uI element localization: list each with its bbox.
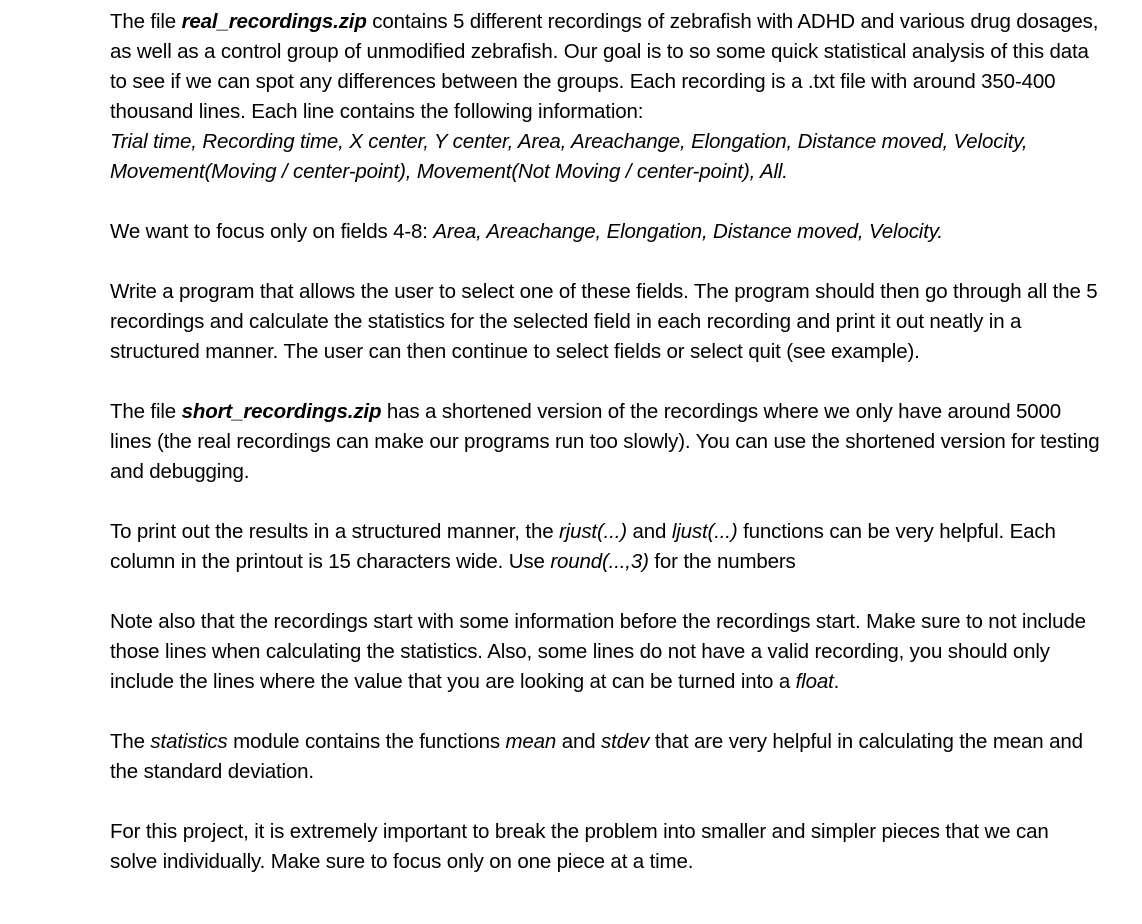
text-run: . [833, 670, 840, 693]
text-run: The [110, 730, 151, 753]
text-run: and [556, 730, 602, 753]
text-run: ljust(...) [671, 520, 738, 543]
text-run: Note also that the recordings start with some information before the recordings start. Make sure to not include those lines when calculating the statistics. Also, some lines do not have a valid recording, you should only include the lines where the value that you are looking at can be turned into a [110, 610, 1086, 693]
text-run: statistics [150, 730, 228, 753]
text-run: stdev [601, 730, 650, 753]
paragraph [110, 607, 1100, 697]
text-run: Write a program that allows the user to select one of these fields. The program should then go through all the 5 recordings and calculate the statistics for the selected field in each recording and print it out neatly in a structured manner. The user can then continue to select fields or select quit (see example). [110, 280, 1098, 363]
paragraph [110, 397, 1100, 487]
text-run: for the numbers [648, 550, 796, 573]
text-run: functions can be very helpful. Each column in the printout is 15 characters wide. Use [110, 520, 1056, 573]
text-run: has a shortened version of the recordings where we only have around 5000 lines (the real recordings can make our programs run too slowly). You can use the shortened version for testing and debugging. [110, 400, 1100, 483]
text-run: contains 5 different recordings of zebrafish with ADHD and various drug dosages, as well as a control group of unmodified zebrafish. Our goal is to so some quick statistical analysis of this data to see if we can spot any differences between the groups. Each recording is a .txt file with around 350-400 thousand lines. Each line contains the following information: [110, 10, 1099, 123]
text-run: Area, Areachange, Elongation, Distance moved, Velocity. [433, 220, 943, 243]
text-run: rjust(...) [559, 520, 627, 543]
text-run: module contains the functions [227, 730, 506, 753]
text-run: To print out the results in a structured manner, the [110, 520, 559, 543]
paragraph [110, 277, 1100, 367]
text-run: mean [505, 730, 557, 753]
paragraph [110, 727, 1100, 787]
paragraph [110, 517, 1100, 577]
text-run: float [795, 670, 834, 693]
text-run: and [626, 520, 672, 543]
text-run: The file [110, 400, 182, 423]
text-run: For this project, it is extremely important to break the problem into smaller and simpler pieces that we can solve individually. Make sure to focus only on one piece at a time. [110, 820, 1049, 873]
paragraph [110, 7, 1100, 187]
text-run: The file [110, 10, 182, 33]
text-run: We want to focus only on fields 4-8: [110, 220, 434, 243]
text-run: that are very helpful in calculating the mean and the standard deviation. [110, 730, 1083, 783]
text-run: short_recordings.zip [181, 400, 382, 423]
text-run: real_recordings.zip [181, 10, 367, 33]
document [110, 7, 1100, 877]
text-run: round(...,3) [550, 550, 649, 573]
text-run: Trial time, Recording time, X center, Y center, Area, Areachange, Elongation, Distance moved, Velocity, Movement(Moving / center-point), Movement(Not Moving / center-point), All. [110, 130, 1028, 183]
paragraph [110, 817, 1100, 877]
paragraph [110, 217, 1100, 247]
